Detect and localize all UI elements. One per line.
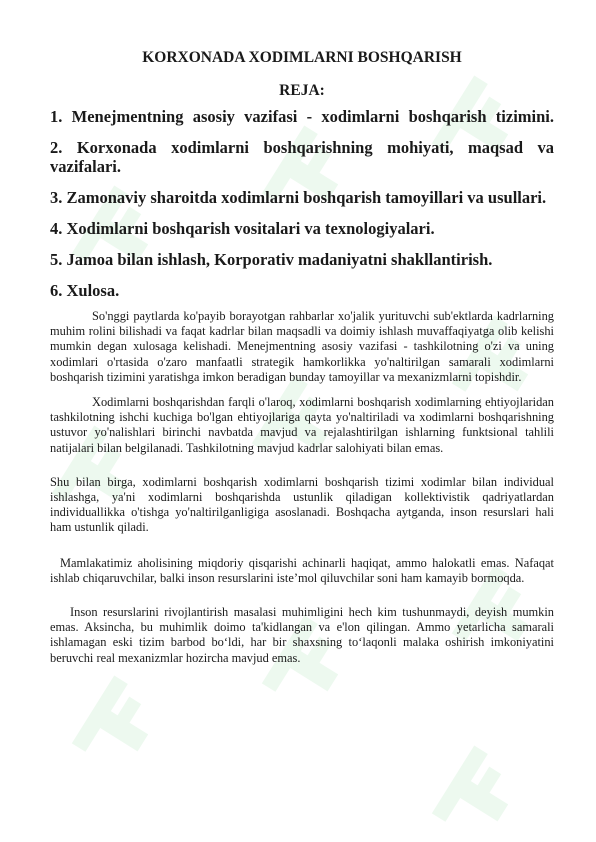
plan-item-4: 4. Xodimlarni boshqarish vositalari va texnologiyalari. <box>50 219 435 238</box>
plan-heading: REJA: <box>279 82 325 99</box>
paragraph-4: Mamlakatimiz aholisining miqdoriy qisqarishi achinarli haqiqat, ammo halokatli emas. Nafaqat ishlab chiqaruvchilar, balki inson resurslarini iste’mol qiluvchilar soni ham kamayib bormoqda. <box>50 555 554 585</box>
paragraph-5: Inson resurslarini rivojlantirish masalasi muhimligini hech kim tushunmaydi, deyish mumkin emas. Aksincha, bu muhimlik doimo ta'kidlangan va e'lon qilingan. Ammo yetarlicha samarali ishlamagan eski tizim barbod bo‘ldi, har bir shaxsning to‘laqonli malaka oshirish imkoniyatini beruvchi real mexanizmlar hozircha mavjud emas. <box>50 605 554 665</box>
document-title: KORXONADA XODIMLARNI BOSHQARISH <box>142 49 462 66</box>
paragraph-1: So'nggi paytlarda ko'payib borayotgan rahbarlar xo'jalik yurituvchi sub'ektlarda kadrlarning muhim rolini bilishadi va faqat kadrlar bilan maqsadli va doimiy ishlash muvaffaqiyatga olib kelishi mumkin degan xulosaga kelishadi. Menejmentning asosiy vazifasi - tashkilotning o'zi va uning xodimlari o'rtasida o'zaro manfaatli strategik hamkorlikka yo'naltirilgan samarali xodimlarni boshqarish tizimini yaratishga imkon beradigan bunday tamoyillar va mexanizmlarni topishdir. <box>50 309 554 384</box>
plan-item-2: 2. Korxonada xodimlarni boshqarishning mohiyati, maqsad va vazifalari. <box>50 138 554 176</box>
plan-item-6: 6. Xulosa. <box>50 281 120 300</box>
plan-item-3: 3. Zamonaviy sharoitda xodimlarni boshqarish tamoyillari va usullari. <box>50 188 547 207</box>
paragraph-2: Xodimlarni boshqarishdan farqli o'laroq, xodimlarni boshqarish xodimlarning ehtiyojlaridan tashkilotning ishchi kuchiga bo'lgan ehtiyojlariga qayta yo'naltiriladi va xodimlarni boshqarishning ustuvor yo'nalishlari birinchi navbatda mavjud va rejalashtirilgan ishlarning funktsional tahlili natijalari bilan belgilanadi. Tashkilotning mavjud kadrlar salohiyati bilan emas. <box>50 395 554 455</box>
plan-list <box>50 107 554 300</box>
plan-item-5: 5. Jamoa bilan ishlash, Korporativ madaniyatni shakllantirish. <box>50 250 493 269</box>
paragraph-3: Shu bilan birga, xodimlarni boshqarish xodimlarni boshqarish tizimi xodimlar bilan individual ishlashga, ya'ni xodimlarni boshqarishda ustunlik qiladigan kollektivistik qadriyatlardan individuallikka o'tishga yo'naltirilganligiga asoslanadi. Boshqacha aytganda, inson resurslari hali ham ustunlik qiladi. <box>50 474 554 535</box>
document-page <box>50 48 554 666</box>
plan-item-1: 1. Menejmentning asosiy vazifasi - xodimlarni boshqarish tizimini. <box>50 107 554 126</box>
